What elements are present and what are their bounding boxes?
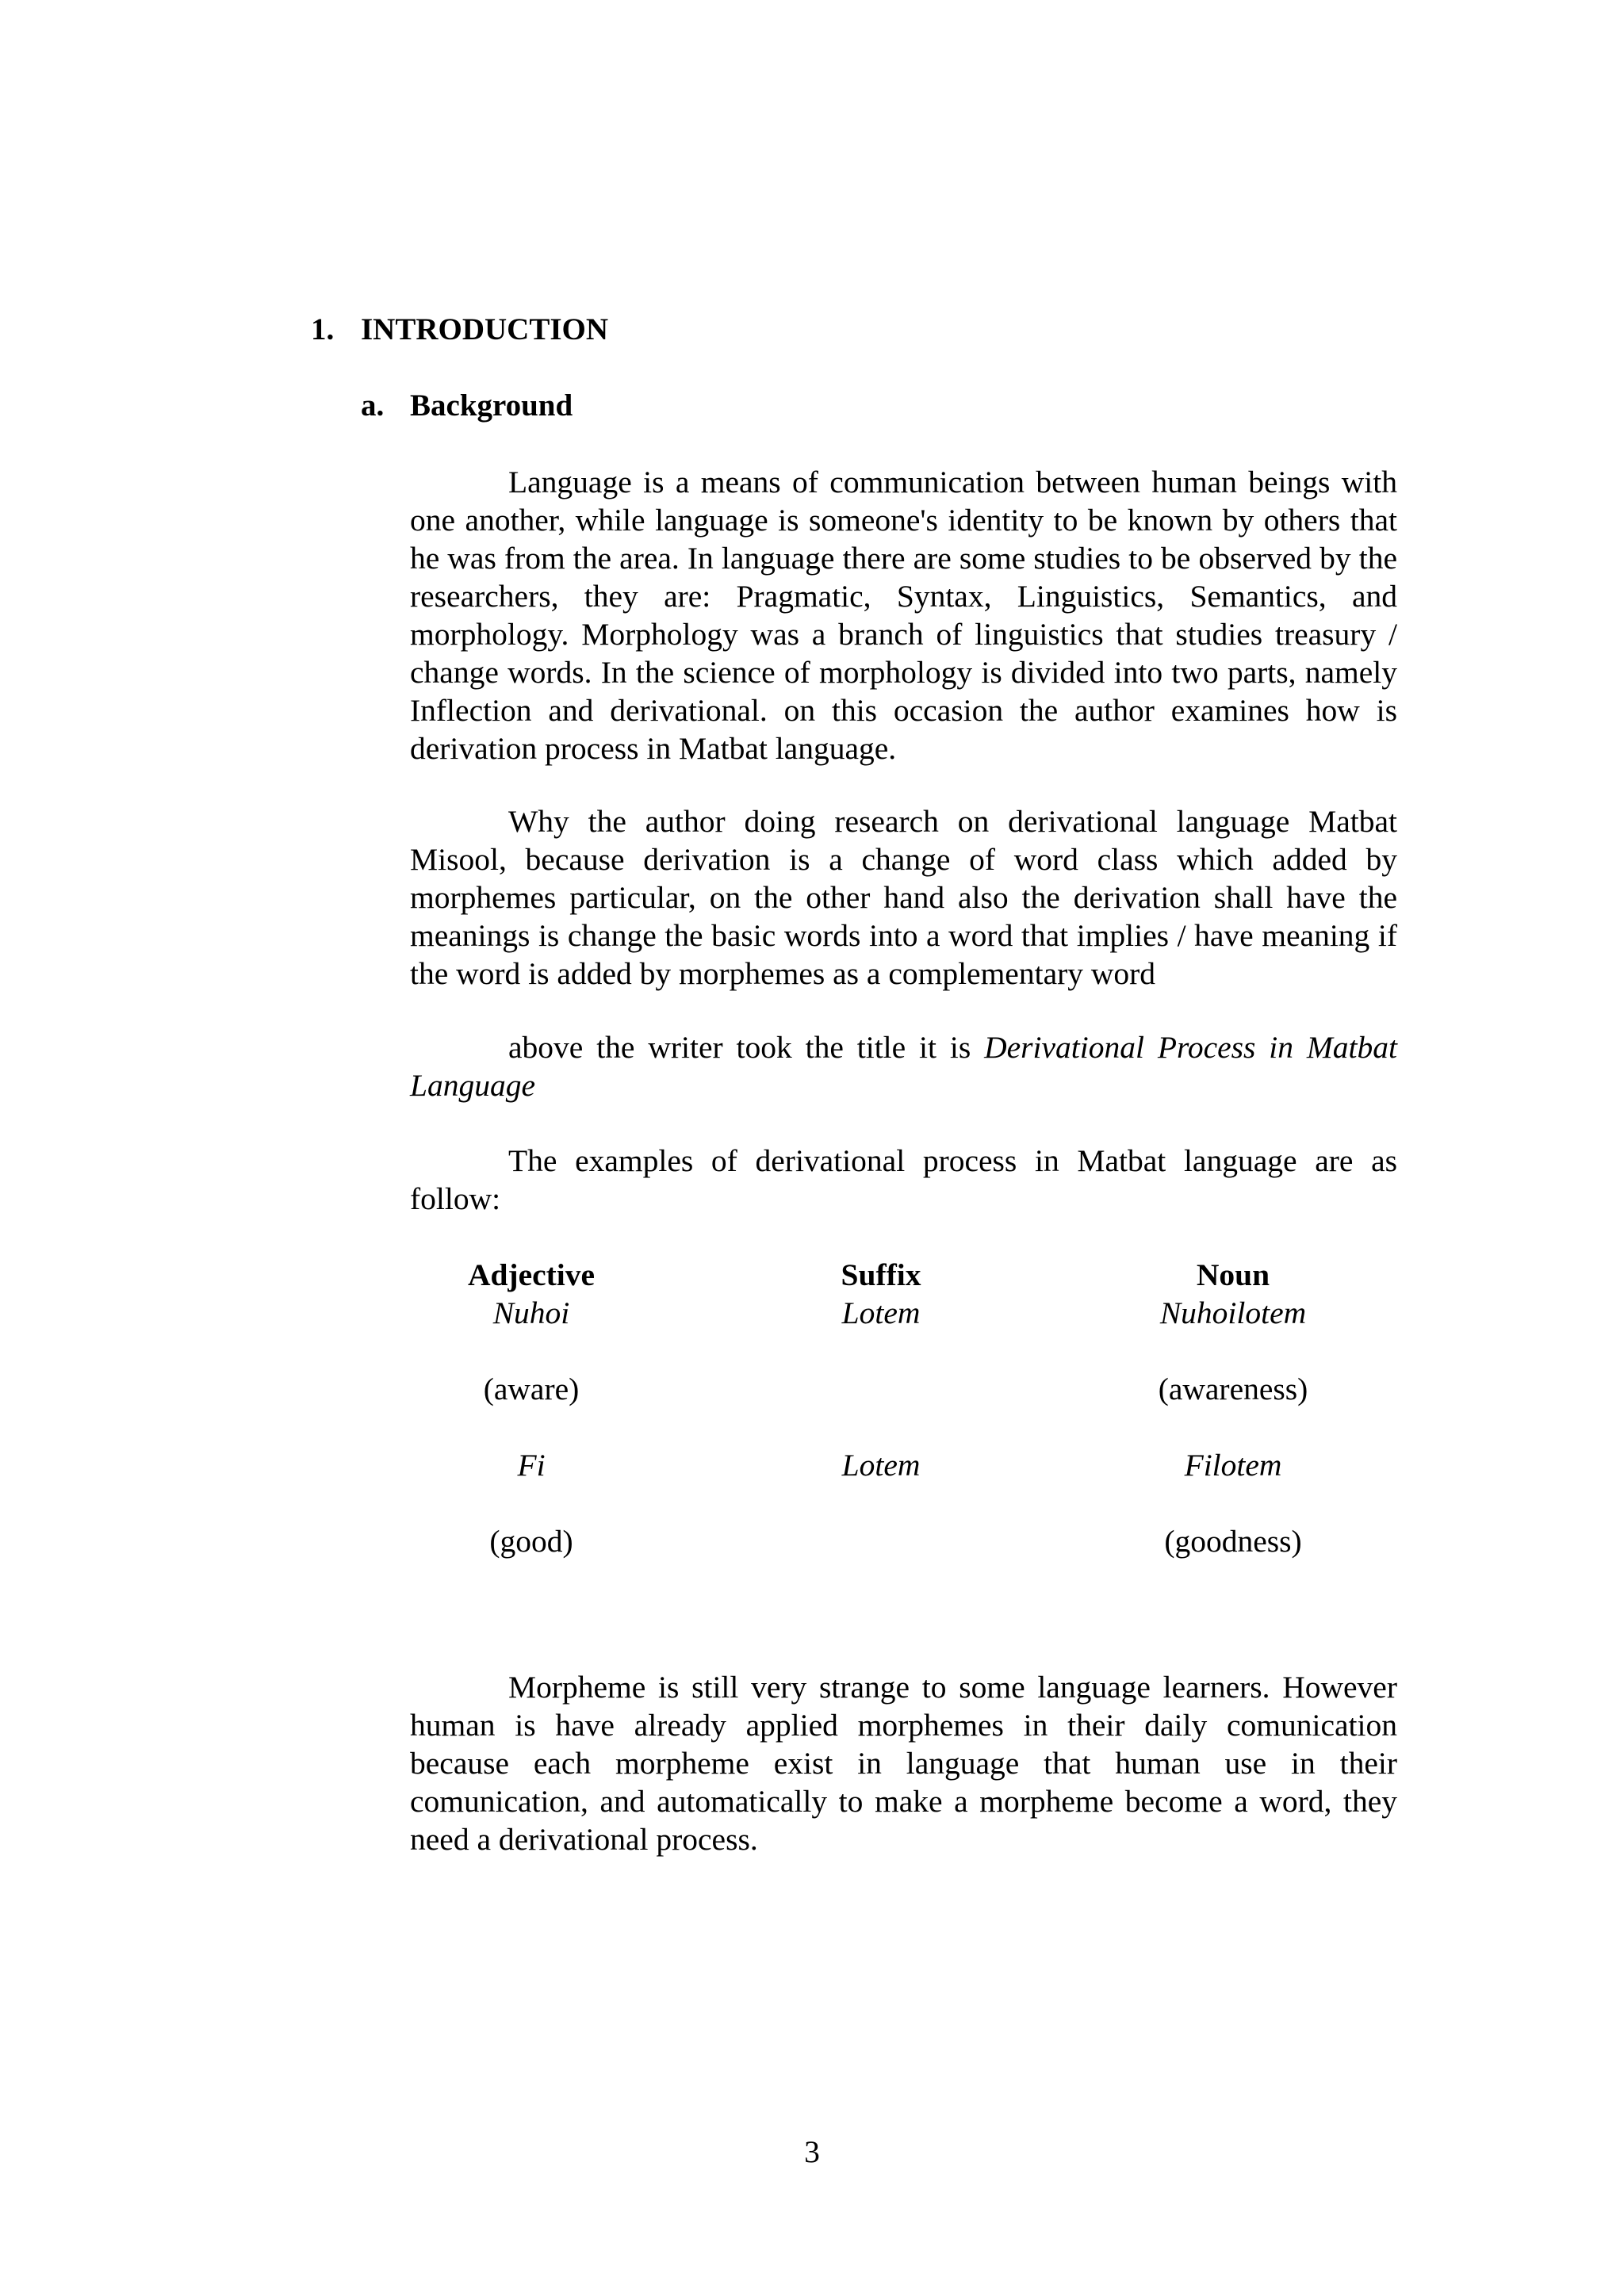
noun-gloss: (goodness): [1164, 1524, 1302, 1559]
noun-cell: Nuhoilotem: [1159, 1295, 1307, 1330]
adjective-gloss: (good): [489, 1524, 573, 1559]
subsection-heading: [361, 387, 573, 425]
paragraph-examples-intro: The examples of derivational process in Matbat language are as follow:: [410, 1143, 1397, 1216]
paragraph-research-reason: Why the author doing research on derivational language Matbat Misool, because derivation is a change of word class which added by morphemes particular, on the other hand also the derivation shall have the meanings is change the basic words into a word that implies / have meaning if the word is added by morphemes as a complementary word: [410, 804, 1397, 991]
adjective-gloss: (aware): [483, 1372, 580, 1406]
adjective-cell: Fi: [517, 1448, 546, 1483]
section-heading: [311, 311, 608, 349]
derivation-spacer: [410, 1484, 1397, 1522]
section-number: 1.: [311, 312, 335, 346]
header-adjective: Adjective: [467, 1257, 596, 1292]
derivation-spacer: [410, 1332, 1397, 1370]
header-noun: Noun: [1196, 1257, 1270, 1292]
derivation-header-row: [410, 1256, 1397, 1294]
research-title: Derivational Process in Matbat Language: [410, 1030, 1397, 1103]
subsection-number: a.: [361, 388, 385, 423]
derivation-row: [410, 1294, 1397, 1332]
derivation-gloss-row: [410, 1522, 1397, 1560]
paragraph-morpheme-usage: Morpheme is still very strange to some language learners. However human is have already applied morphemes in their daily comunication because each morpheme exist in language that human use in their comunication, and automatically to make a morpheme become a word, they need a derivational process.: [410, 1670, 1397, 1857]
paragraph-language-definition: Language is a means of communication between human beings with one another, while language is someone's identity to be known by others that he was from the area. In language there are some studies to be observed by the researchers, they are: Pragmatic, Syntax, Linguistics, Semantics, and morphology. Morphology was a branch of linguistics that studies treasury / change words. In the science of morphology is divided into two parts, namely Inflection and derivational. on this occasion the author examines how is derivation process in Matbat language.: [410, 465, 1397, 766]
noun-gloss: (awareness): [1158, 1372, 1308, 1406]
title-statement-lead: above the writer took the title it is: [508, 1030, 971, 1065]
adjective-cell: Nuhoi: [492, 1295, 570, 1330]
header-suffix: Suffix: [841, 1257, 921, 1292]
derivation-row: [410, 1446, 1397, 1484]
page-number: 3: [804, 2134, 820, 2169]
derivation-gloss-row: [410, 1370, 1397, 1408]
paragraph-title-statement: [410, 1028, 1397, 1104]
section-title: INTRODUCTION: [361, 312, 609, 346]
subsection-title: Background: [410, 388, 573, 423]
suffix-cell: Lotem: [841, 1448, 921, 1483]
derivation-table: [410, 1256, 1397, 1560]
noun-cell: Filotem: [1184, 1448, 1282, 1483]
derivation-spacer: [410, 1408, 1397, 1446]
suffix-cell: Lotem: [841, 1295, 921, 1330]
